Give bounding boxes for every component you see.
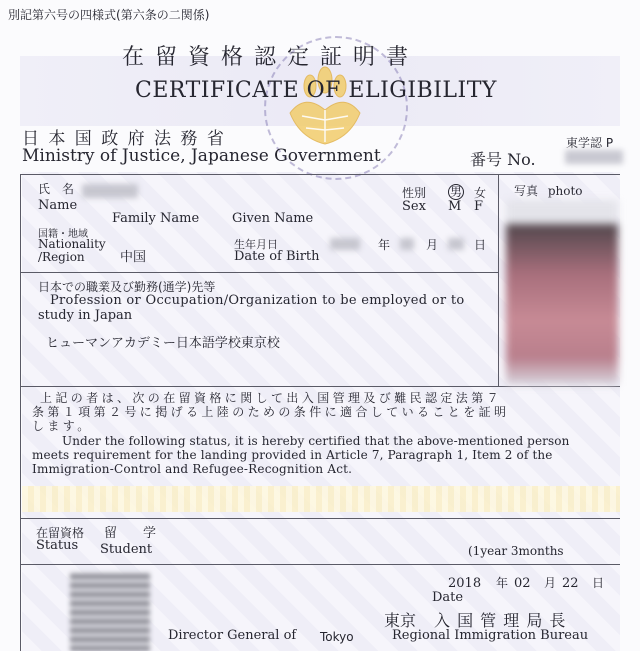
- nationality-value: 中国: [120, 250, 147, 265]
- sex-female-ja: 女: [474, 186, 487, 200]
- director-bureau-ja: 入 国 管 理 局 長: [434, 611, 567, 630]
- director-city-en: Tokyo: [320, 630, 354, 644]
- rule-after-profession: [20, 386, 620, 387]
- profession-label-en2: study in Japan: [38, 308, 133, 323]
- status-period: (1year 3months: [468, 544, 564, 558]
- status-label-en: Status: [36, 538, 79, 553]
- rule-before-status: [20, 518, 620, 519]
- rule-after-dob: [20, 272, 498, 273]
- rule-top: [20, 174, 620, 175]
- name-label-ja: 氏 名: [38, 182, 75, 196]
- form-reference: [8, 6, 209, 23]
- number-label-en: No.: [507, 150, 536, 169]
- photo-redacted: [506, 200, 618, 385]
- director-city-ja: 東京: [384, 611, 417, 630]
- photo-label-ja: 写真: [514, 184, 539, 198]
- issuer-en: Ministry of Justice, Japanese Government: [22, 146, 381, 166]
- statement-en-1: Under the following status, it is hereby certified that the above-mentioned person: [62, 434, 570, 448]
- date-month-ja: 月: [544, 576, 557, 590]
- dob-day-redacted: [448, 238, 464, 250]
- sex-male-en: M: [448, 199, 462, 214]
- photo-divider: [498, 174, 499, 386]
- director-label-en: Director General of: [168, 628, 297, 643]
- dob-year-ja: 年: [378, 238, 391, 252]
- dob-label-en: Date of Birth: [234, 249, 320, 264]
- number-label-ja: 番号: [470, 150, 503, 169]
- status-value-en: Student: [100, 542, 153, 557]
- sex-female-en: F: [474, 199, 484, 214]
- statement-ja-3: します。: [32, 419, 93, 433]
- dob-label-ja: 生年月日: [234, 238, 278, 251]
- name-label-en: Name: [38, 198, 78, 213]
- title-ja: 在 留 資 格 認 定 証 明 書: [122, 45, 410, 70]
- family-name-label: Family Name: [112, 211, 200, 226]
- statement-ja-1: 上記の者は、次の在留資格に関して出入国管理及び難民認定法第７: [40, 391, 503, 405]
- status-value-ja: 留 学: [104, 526, 157, 541]
- number-label: [470, 147, 536, 170]
- date-day: 22: [562, 576, 579, 591]
- dob-month-ja: 月: [426, 238, 439, 252]
- date-label-en: Date: [432, 590, 464, 605]
- issuer-ja: 日 本 国 政 府 法 務 省: [22, 129, 226, 149]
- statement-en-2: meets requirement for the landing provided in Article 7, Paragraph 1, Item 2 of the: [32, 448, 553, 462]
- form-ref-paren: (第六条の二関係): [116, 8, 210, 22]
- statement-ja-2: 条第１項第２号に掲げる上陸のための条件に適合していることを証明: [32, 405, 510, 419]
- photo-label: [514, 182, 583, 199]
- nationality-label-en2: /Region: [38, 250, 85, 264]
- security-stripe: [22, 486, 620, 512]
- director-bureau-en: Regional Immigration Bureau: [392, 628, 589, 643]
- date-day-ja: 日: [592, 576, 605, 590]
- photo-label-en: photo: [547, 184, 583, 198]
- nationality-label-ja: 国籍・地域: [38, 229, 88, 240]
- nationality-label-en1: Nationality: [38, 237, 106, 251]
- date-month: 02: [514, 576, 531, 591]
- title-en: CERTIFICATE OF ELIGIBILITY: [135, 78, 497, 103]
- name-redacted: [82, 184, 138, 198]
- status-label-ja: 在留資格: [36, 526, 85, 540]
- date-year: 2018: [448, 576, 482, 591]
- qr-code-redacted: [70, 572, 150, 651]
- sex-label-ja: 性別: [402, 186, 427, 200]
- profession-value: ヒューマンアカデミー日本語学校東京校: [46, 336, 280, 351]
- dob-year-redacted: [330, 238, 360, 250]
- sex-label-en: Sex: [402, 199, 426, 214]
- given-name-label: Given Name: [232, 211, 314, 226]
- form-ref-main: 別記第六号の四様式: [8, 8, 117, 22]
- number-redacted: [565, 150, 623, 164]
- number-prefix: 東学認 P: [566, 136, 614, 150]
- statement-en-3: Immigration-Control and Refugee-Recognition Act.: [32, 462, 353, 476]
- profession-label-ja: 日本での職業及び勤務(通学)先等: [38, 280, 216, 294]
- frame-left: [20, 174, 21, 651]
- profession-label-en1: Profession or Occupation/Organization to be employed or to: [50, 293, 465, 308]
- sex-male-ja-circled: 男: [449, 185, 462, 199]
- rule-after-status: [20, 564, 620, 565]
- dob-month-redacted: [400, 238, 414, 250]
- date-year-ja: 年: [496, 576, 509, 590]
- paulownia-emblem-icon: [280, 58, 370, 148]
- dob-day-ja: 日: [474, 238, 487, 252]
